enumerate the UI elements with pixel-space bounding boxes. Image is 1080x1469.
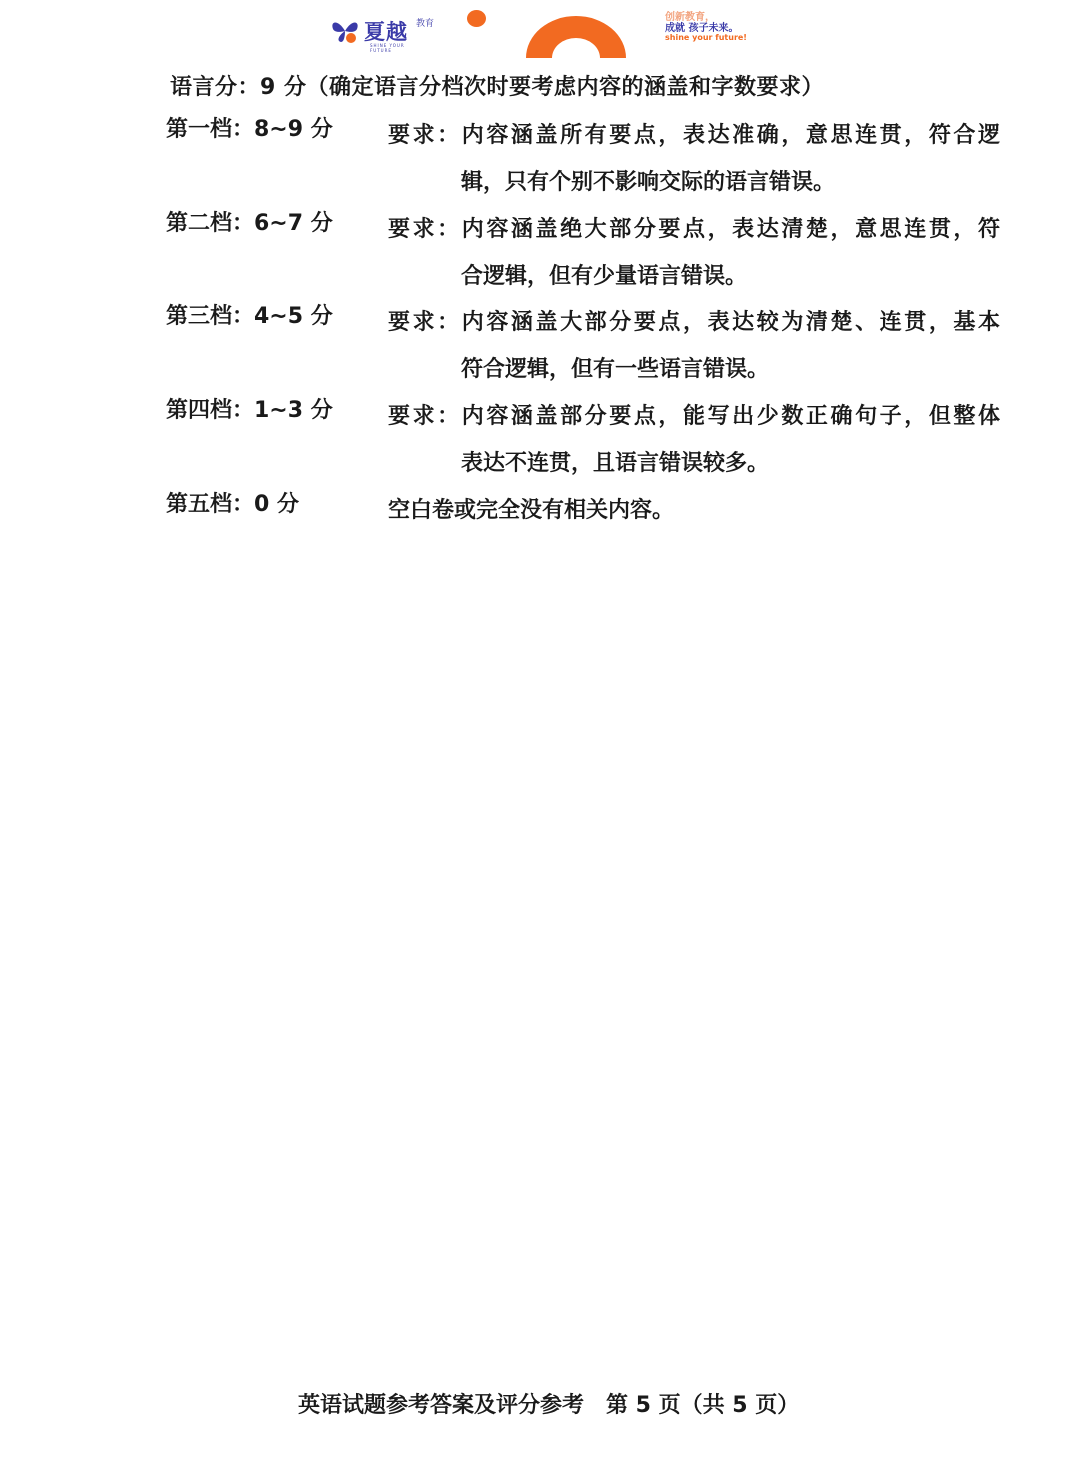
requirement-line2: 辑，只有个别不影响交际的语言错误。 — [461, 170, 836, 195]
requirement-line2: 表达不连贯，且语言错误较多。 — [461, 451, 770, 476]
band-requirement — [388, 487, 1000, 534]
slogan-line3: shine your future! — [665, 33, 747, 42]
requirement-line2: 合逻辑，但有少量语言错误。 — [461, 264, 748, 289]
band-requirement — [388, 206, 1000, 300]
requirement-line1: 要求：内容涵盖部分要点，能写出少数正确句子，但整体 — [388, 404, 1000, 429]
orange-arc-decoration — [526, 16, 626, 58]
slogan-line1: 创新教育， — [665, 12, 715, 23]
brand-name: 夏越 — [364, 20, 408, 44]
band-label: 第五档：0 分 — [166, 492, 299, 517]
slogan-line2: 成就 孩子未来。 — [665, 23, 739, 34]
band-label: 第三档：4~5 分 — [166, 304, 333, 329]
orange-dot-decoration — [467, 10, 486, 27]
requirement-line1: 要求：内容涵盖大部分要点，表达较为清楚、连贯，基本 — [388, 310, 1000, 335]
section-title: 语言分：9 分（确定语言分档次时要考虑内容的涵盖和字数要求） — [170, 75, 824, 100]
butterfly-logo-icon — [330, 16, 360, 46]
brand-tagline: SHINE YOUR FUTURE — [370, 43, 405, 53]
requirement-line1: 空白卷或完全没有相关内容。 — [388, 498, 675, 523]
page-footer — [298, 1388, 799, 1419]
band-requirement — [388, 299, 1000, 393]
band-label: 第二档：6~7 分 — [166, 211, 333, 236]
requirement-line1: 要求：内容涵盖绝大部分要点，表达清楚，意思连贯，符 — [388, 217, 1000, 242]
slogan — [665, 12, 785, 42]
band-label: 第一档：8~9 分 — [166, 117, 333, 142]
requirement-line1: 要求：内容涵盖所有要点，表达准确，意思连贯，符合逻 — [388, 123, 1000, 148]
band-label: 第四档：1~3 分 — [166, 398, 333, 423]
band-requirement — [388, 393, 1000, 487]
brand-logo — [330, 10, 450, 52]
footer-page-info: 第 5 页（共 5 页） — [606, 1393, 800, 1418]
requirement-line2: 符合逻辑，但有一些语言错误。 — [461, 357, 770, 382]
band-requirement — [388, 112, 1000, 206]
footer-doc-title: 英语试题参考答案及评分参考 — [298, 1393, 585, 1418]
brand-suffix: 教育 — [416, 19, 435, 29]
